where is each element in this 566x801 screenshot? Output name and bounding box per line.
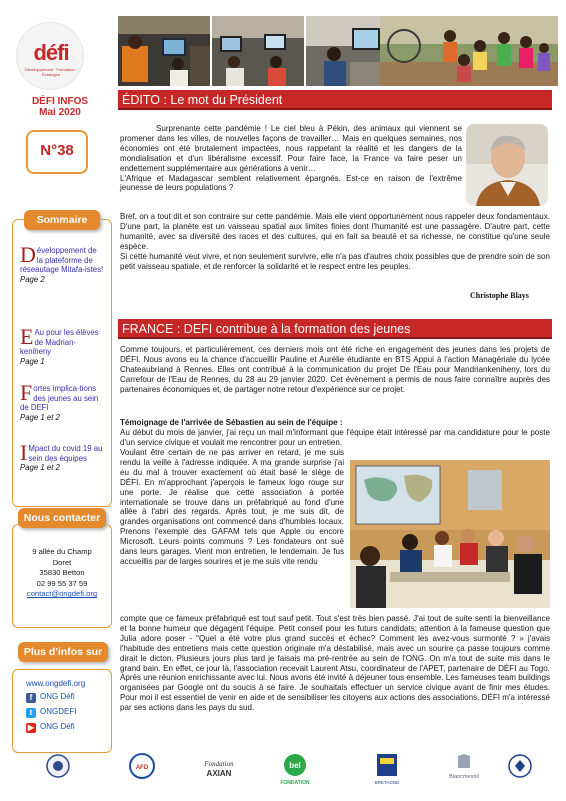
issue-number: N°38 [40, 142, 74, 159]
sommaire-item-text: ortes implica-tions des jeunes au sein de DEFI [20, 384, 99, 413]
sommaire-item-text: Mpact du covid 19 au sein des équipes [28, 444, 103, 463]
sommaire-item-page: Page 1 et 2 [20, 412, 60, 422]
logo-word: défi [33, 40, 69, 65]
edito-header: ÉDITO : Le mot du Président [118, 90, 552, 110]
france-intro-paragraph: Comme toujours, et particulièrement, ces derniers mois ont été riche en engagement des jeunes dans les projets de DÉFI. Nous avons eu la chance d'accueillir Pauline et Aurélie étudiante en BTS Appui à l'action Managériale du lycée Chateaubriand à Rennes. Elles ont contribué à la communication du projet De l'Eau pour Mandriankeniheny, lors du Carrefour de l'Eau de Rennes, du 28 au 29 janvier 2020. Cet évènement a permis de nous faire connaître auprès des partenaires économiques et, de partager notre retour d'expérience sur ce projet. [120, 345, 550, 394]
sommaire-item-text: Au pour les élèves de Madrian-keniheny [20, 328, 99, 357]
phone-number: 02 99 55 37 59 [36, 578, 88, 588]
sommaire-item-text: éveloppement de la plateforme de réseautage Mitafa-istes! [20, 246, 104, 275]
france-intro [120, 345, 550, 395]
drop-cap: I [20, 440, 28, 465]
svg-text:bel: bel [289, 761, 301, 770]
bretagne-logo [372, 752, 402, 792]
twitter-icon: t [26, 708, 36, 718]
address-line: 9 allée du Champ [32, 547, 92, 556]
footer-logo-label: AFD [135, 765, 149, 771]
youtube-icon: ▶ [27, 723, 35, 732]
bel-fondation-logo [278, 752, 312, 792]
defi-logo [16, 22, 84, 90]
svg-text:AXIAN: AXIAN [206, 769, 232, 778]
logo-tagline: Développement · Formation · Échanges [24, 67, 78, 77]
youtube-link-text: ONG Défi [40, 722, 75, 731]
youtube-link[interactable] [26, 721, 112, 733]
drop-cap: F [20, 380, 33, 405]
contact-block [14, 547, 110, 600]
edito-paragraph: L'Afrique et Madagascar semblent relativement épargnés. Est-ce en raison de l'extrême jeunesse de leurs populations ? [120, 173, 462, 193]
classroom-photo-1 [118, 16, 210, 86]
team-meeting-photo [350, 460, 550, 608]
testimony-heading: Témoignage de l'arrivée de Sébastien au sein de l'équipe : [120, 418, 343, 427]
classroom-photo-2 [212, 16, 304, 86]
svg-text:Blancmesnil: Blancmesnil [449, 774, 479, 780]
sommaire-item[interactable] [20, 324, 104, 366]
testimony-side-column [120, 448, 344, 567]
contact-email-link[interactable]: contact@ongdefi.org [26, 589, 98, 599]
contact-heading: Nous contacter [18, 508, 106, 528]
edito-paragraph: Si cette humanité veut vivre, et non seulement survivre, elle n'a pas d'autres choix possibles que de prendre soin de son petit vaisseau spatiale, et de renforcer la solidarité et le respect entre les peuples. [120, 251, 550, 271]
drop-cap: D [20, 242, 36, 267]
issue-title [10, 96, 110, 118]
partner-seal-logo [44, 752, 72, 792]
twitter-link[interactable] [26, 706, 112, 718]
address-line: Doret [52, 557, 72, 567]
edito-paragraph: Surprenante cette pandémie ! Le ciel bleu à Pékin, des animaux qui viennent se promener dans les villes, de nouvelles façons de travailler… Mais en quelques semaines, nos économies ont été brutalement impactées, nous rappelant la réalité et les dangers de la mondialisation et d'un libéralisme excessif. Pour faire face, la France va faire peser un endettement supplémentaire aux générations à venir… [120, 124, 462, 173]
sommaire-item[interactable] [20, 242, 104, 284]
testimony-paragraph: Au début du mois de janvier, j'ai reçu un mail m'informant que l'équipe était intéressé par ma candidature pour le poste d'un service civique et voulait me rencontrer pour un entretien. [120, 428, 550, 447]
fondation-axian-logo [196, 752, 242, 792]
edito-paragraph: Bref, on a tout dit et son contraire sur cette pandémie. Mais elle vient opportunément nous rappeler deux fondamentaux. D'une part, la planète est un vaisseau spatial aux limites finies dont l'humanité est une passagère. D'autre part, cette humanité, avec sa diversité des races et des cultures, qui en fait sa beauté et sa richesse, ne constitue qu'une seule espèce. [120, 212, 550, 251]
sommaire-item-page: Page 2 [20, 274, 45, 284]
testimony-paragraph: Voulant être certain de ne pas arriver en retard, je me suis rendu la veille à l'adresse indiquée. A ma grande surprise j'ai eu du mal à trouver exactement où était basé le siège de DÉFI. En m'approchant j'aperçois le fameux logo rouge sur une porte. Je réalise que cette association à portée internationale se trouve dans un préfabriqué au fond d'une allée à l'abri des regards. Après tout, je me suis dit, de grandes organisations ont commencé dans d'humbles locaux. Prenons l'exemple des GAFAM tels que Apple ou encore Microsoft. Leurs points communs ? Les fondateurs ont sué dans leurs garages. Vient mon entretien, le lendemain. Je fus accueillis par de larges sourires et je me suis vite rendu [120, 448, 344, 566]
sommaire-heading: Sommaire [24, 210, 100, 230]
children-photo [380, 16, 558, 86]
infos-title: DÉFI INFOS [31, 96, 89, 107]
partner-emblem-logo [506, 752, 534, 792]
photo-strip [118, 16, 558, 86]
address-line: 35830 Betton [39, 568, 85, 578]
edito-text-block-wide [120, 212, 550, 271]
facebook-link-text: ONG Défi [40, 692, 75, 701]
more-info-heading: Plus d'infos sur [18, 642, 108, 662]
testimony-intro [120, 428, 550, 448]
testimony-continuation [120, 614, 550, 713]
drop-cap: E [20, 324, 34, 349]
afd-logo [128, 752, 156, 792]
sommaire-item[interactable] [20, 440, 104, 473]
issue-number-box [26, 130, 88, 174]
sommaire-item[interactable] [20, 380, 104, 422]
edito-signature: Christophe Blays [470, 291, 529, 300]
svg-text:Fondation: Fondation [204, 760, 234, 768]
website-link-text: www.ongdefi.org [26, 679, 86, 688]
facebook-icon: f [26, 693, 36, 703]
sommaire-item-page: Page 1 et 2 [20, 463, 60, 473]
president-portrait [466, 124, 548, 206]
testimony-paragraph: compte que ce fameux préfabriqué est tout sauf petit. Tout s'est très bien passé. J'ai tout de suite senti la bienveillance et la bonne humeur que dégagent l'équipe. Petit conseil pour les futurs candidats; attention à la fameuse question que Julia adore poser - "Quel a été votre plus grand succès et échec? Comment les avez-vous surmonté ? » j'avais l'habitude des entretiens mais cette question originale m'a déstabilisé, mais avec un sourire ça passe toujours comme dirait le dicton. Plusieurs jours plus tard je faisais ma pré-rentrée au sein de l'ONG. On m'a tout de suite mis dans le grand bain. En effet, ce jour là, l'association recevait Laurent Atsu, coordinateur de l'APET, partenaire de DÉFI au Togo. Après une réunion enrichissante avec lui. Nous avons été invité à déjeuner tous ensemble. Les fameuses team buildings organisées par Google ont du soucis à se faire. Je souhaitais effectuer un service civique avant de finir mes études. Pour moi il est essentiel de venir en aide et de sensibiliser les citoyens aux actions des associations. DÉFI m'a intéressé par ses actions dans les pays du sud. [120, 614, 550, 713]
issue-date: Mai 2020 [39, 107, 81, 118]
sommaire-item-page: Page 1 [20, 356, 45, 366]
website-link[interactable] [26, 678, 112, 690]
france-header: FRANCE : DEFI contribue à la formation des jeunes [118, 319, 552, 339]
svg-text:BRETAGNE: BRETAGNE [374, 780, 400, 785]
blancmesnil-logo [442, 752, 486, 792]
edito-text-block [120, 124, 462, 193]
partner-logos [0, 752, 566, 796]
twitter-link-text: ONGDEFI [40, 707, 77, 716]
facebook-link[interactable] [26, 691, 112, 703]
sidebar [10, 14, 114, 744]
svg-text:FONDATION: FONDATION [280, 780, 310, 786]
